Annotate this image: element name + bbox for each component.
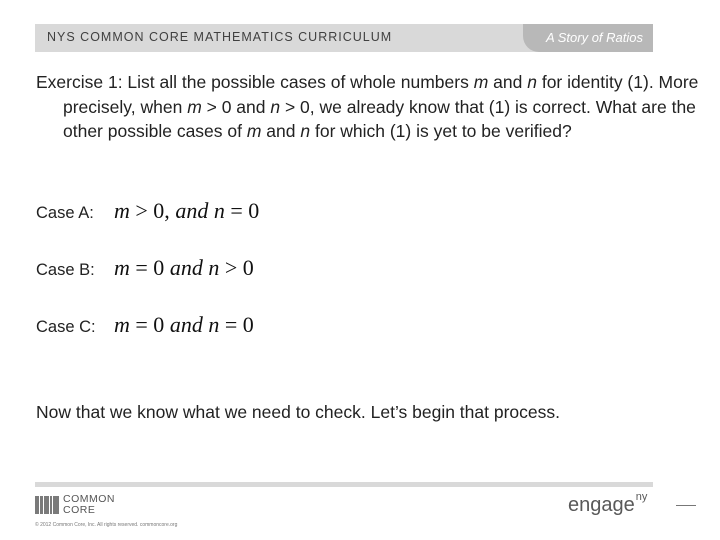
footer-dash: [676, 505, 696, 506]
formula-n: n: [208, 198, 225, 223]
logo-line: CORE: [63, 504, 96, 516]
exercise-part: > 0, we already know that (1) is correct. What are the other possible cases of: [63, 96, 696, 141]
variable-m: m: [473, 72, 489, 92]
formula-relation: > 0,: [129, 198, 176, 223]
case-formula: [114, 198, 259, 224]
exercise-text: [36, 70, 720, 144]
exercise-part: for which (1) is yet to be verified?: [310, 121, 572, 141]
exercise-part: and: [261, 121, 301, 141]
variable-n: n: [270, 96, 281, 117]
variable-n: n: [300, 121, 311, 141]
engage-text: engage: [568, 494, 635, 516]
logo-line: COMMON: [63, 493, 115, 505]
formula-and: and: [169, 255, 203, 280]
formula-n: n: [202, 312, 220, 337]
exercise-part: and: [488, 72, 528, 92]
common-core-logo-icon: [35, 496, 60, 514]
formula-m: m: [114, 255, 130, 280]
header-band: [35, 24, 653, 52]
module-title: A Story of Ratios: [545, 30, 643, 45]
formula-relation: = 0: [224, 198, 260, 223]
conclusion-text: Now that we know what we need to check. Let’s begin that process.: [36, 402, 561, 422]
exercise-part: > 0 and: [201, 96, 271, 117]
common-core-logo-text: [63, 494, 115, 516]
exercise-part: Exercise 1: List all the possible cases of whole numbers: [36, 72, 474, 92]
case-formula: [114, 312, 254, 338]
copyright-notice: © 2012 Common Core, Inc. All rights reserved. commoncore.org: [35, 522, 178, 528]
formula-and: and: [169, 312, 203, 337]
variable-m: m: [246, 121, 262, 141]
formula-relation: > 0: [219, 255, 254, 280]
formula-relation: = 0: [129, 255, 170, 280]
common-core-logo: [35, 494, 135, 516]
formula-relation: = 0: [129, 312, 170, 337]
formula-m: m: [114, 312, 130, 337]
case-label: Case B:: [36, 261, 95, 279]
variable-m: m: [187, 96, 202, 117]
engageny-logo: [568, 491, 648, 517]
variable-n: n: [527, 72, 537, 92]
engage-superscript: ny: [635, 491, 648, 503]
formula-relation: = 0: [219, 312, 254, 337]
formula-n: n: [202, 255, 220, 280]
footer-divider: [35, 482, 653, 487]
formula-m: m: [114, 198, 130, 223]
module-tab: [523, 24, 653, 52]
curriculum-title: NYS COMMON CORE MATHEMATICS CURRICULUM: [47, 30, 393, 44]
case-label: Case C:: [36, 318, 96, 336]
formula-and: and: [175, 198, 209, 223]
case-formula: [114, 255, 254, 281]
case-label: Case A:: [36, 204, 94, 222]
exercise-part: for identity (1). More precisely, when: [63, 72, 699, 117]
